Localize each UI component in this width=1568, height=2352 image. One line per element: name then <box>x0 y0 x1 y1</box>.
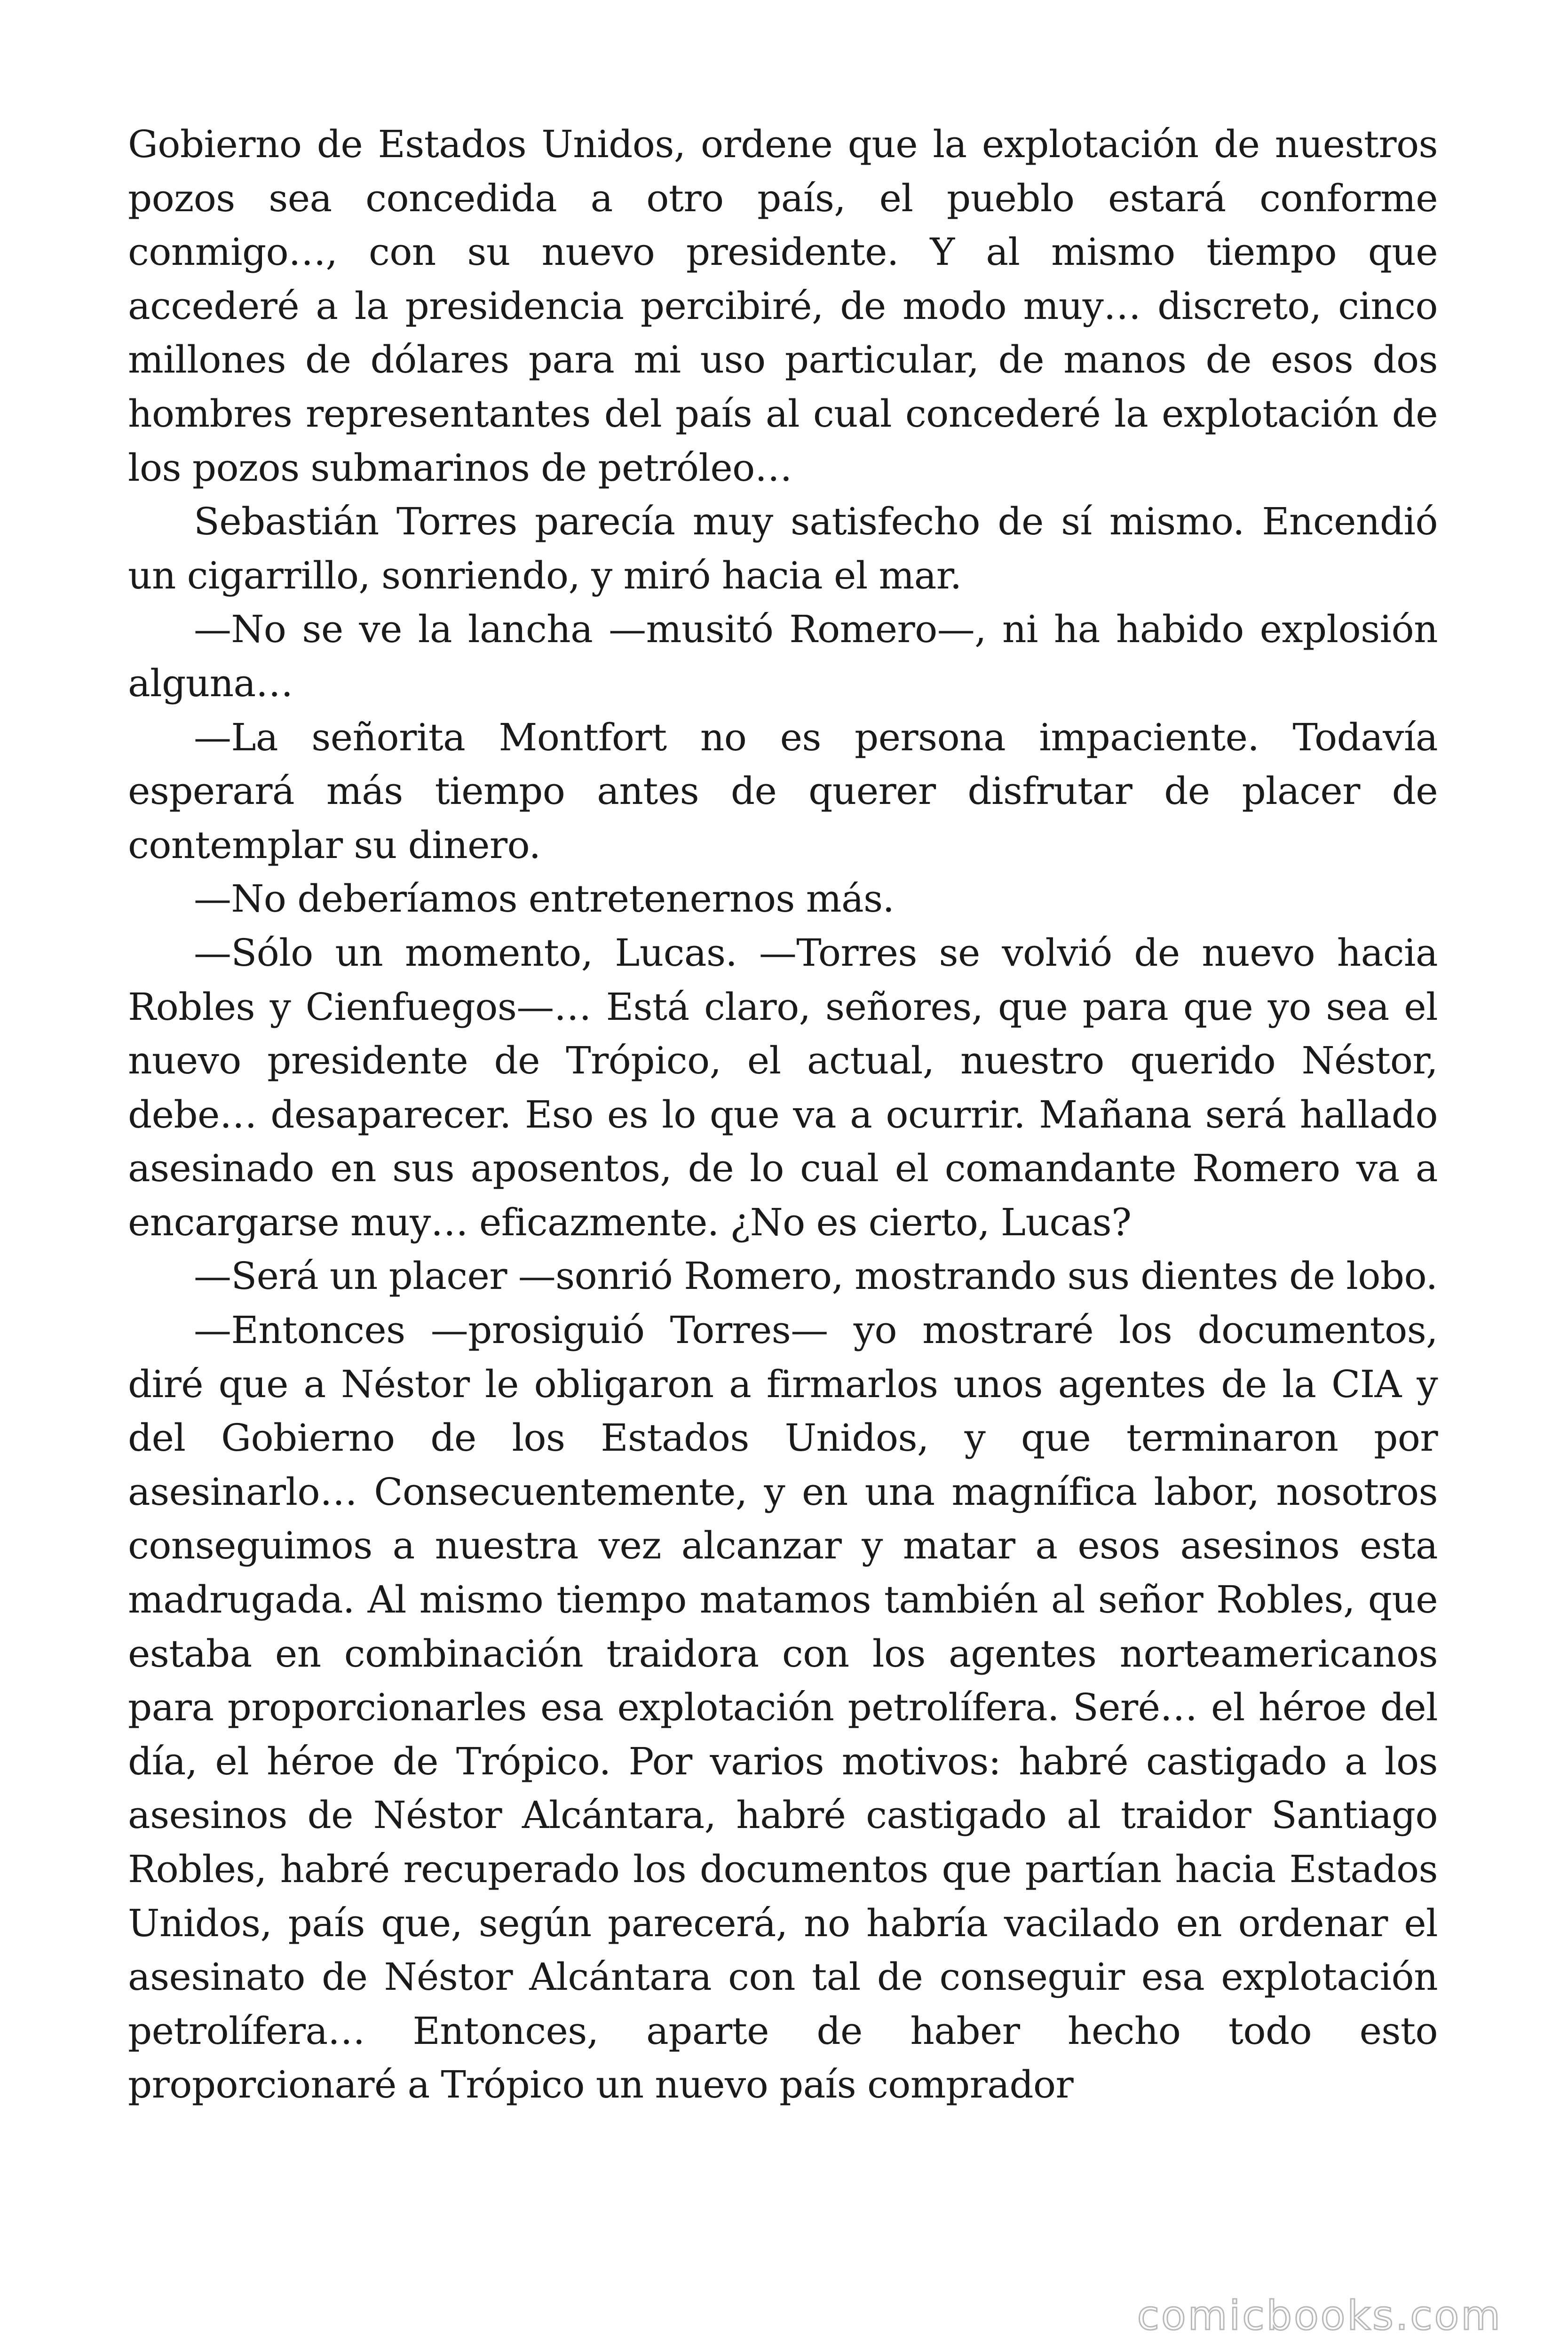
paragraph: —No deberíamos entretenernos más. <box>194 877 895 921</box>
paragraph: —No se ve la lancha —musitó Romero—, ni ha habido explosión alguna… <box>128 607 1438 705</box>
paragraph: —Sólo un momento, Lucas. —Torres se volvió de nuevo hacia Robles y Cienfuegos—… Está claro, señores, que para que yo sea el nuevo presidente de Trópico, el actual, nuestro querido Néstor, debe… desaparecer. Eso es lo que va a ocurrir. Mañana será hallado asesinado en sus aposentos, de lo cual el comandante Romero va a encargarse muy… eficazmente. ¿No es cierto, Lucas? <box>128 930 1438 1244</box>
paragraph: —Será un placer —sonrió Romero, mostrando sus dientes de lobo. <box>194 1254 1438 1298</box>
paragraph: Sebastián Torres parecía muy satisfecho de sí mismo. Encendió un cigarrillo, sonriendo, y miró hacia el mar. <box>128 500 1438 597</box>
paragraph: Gobierno de Estados Unidos, ordene que la explotación de nuestros pozos sea concedida a otro país, el pueblo estará conforme conmigo…, con su nuevo presidente. Y al mismo tiempo que accederé a la presidencia percibiré, de modo muy… discreto, cinco millones de dólares para mi uso particular, de manos de esos dos hombres representantes del país al cual concederé la explotación de los pozos submarinos de petróleo… <box>128 122 1438 490</box>
watermark: comicbooks.com <box>1137 2292 1502 2339</box>
body-text <box>128 118 1438 2112</box>
paragraph: —La señorita Montfort no es persona impaciente. Todavía esperará más tiempo antes de querer disfrutar de placer de contemplar su dinero. <box>128 715 1438 867</box>
paragraph: —Entonces —prosiguió Torres— yo mostraré los documentos, diré que a Néstor le obligaron a firmarlos unos agentes de la CIA y del Gobierno de los Estados Unidos, y que terminaron por asesinarlo… Consecuentemente, y en una magnífica labor, nosotros conseguimos a nuestra vez alcanzar y matar a esos asesinos esta madrugada. Al mismo tiempo matamos también al señor Robles, que estaba en combinación traidora con los agentes norteamericanos para proporcionarles esa explotación petrolífera. Seré… el héroe del día, el héroe de Trópico. Por varios motivos: habré castigado a los asesinos de Néstor Alcántara, habré castigado al traidor Santiago Robles, habré recuperado los documentos que partían hacia Estados Unidos, país que, según parecerá, no habría vacilado en ordenar el asesinato de Néstor Alcántara con tal de conseguir esa explotación petrolífera… Entonces, aparte de haber hecho todo esto proporcionaré a Trópico un nuevo país comprador <box>128 1308 1438 2107</box>
